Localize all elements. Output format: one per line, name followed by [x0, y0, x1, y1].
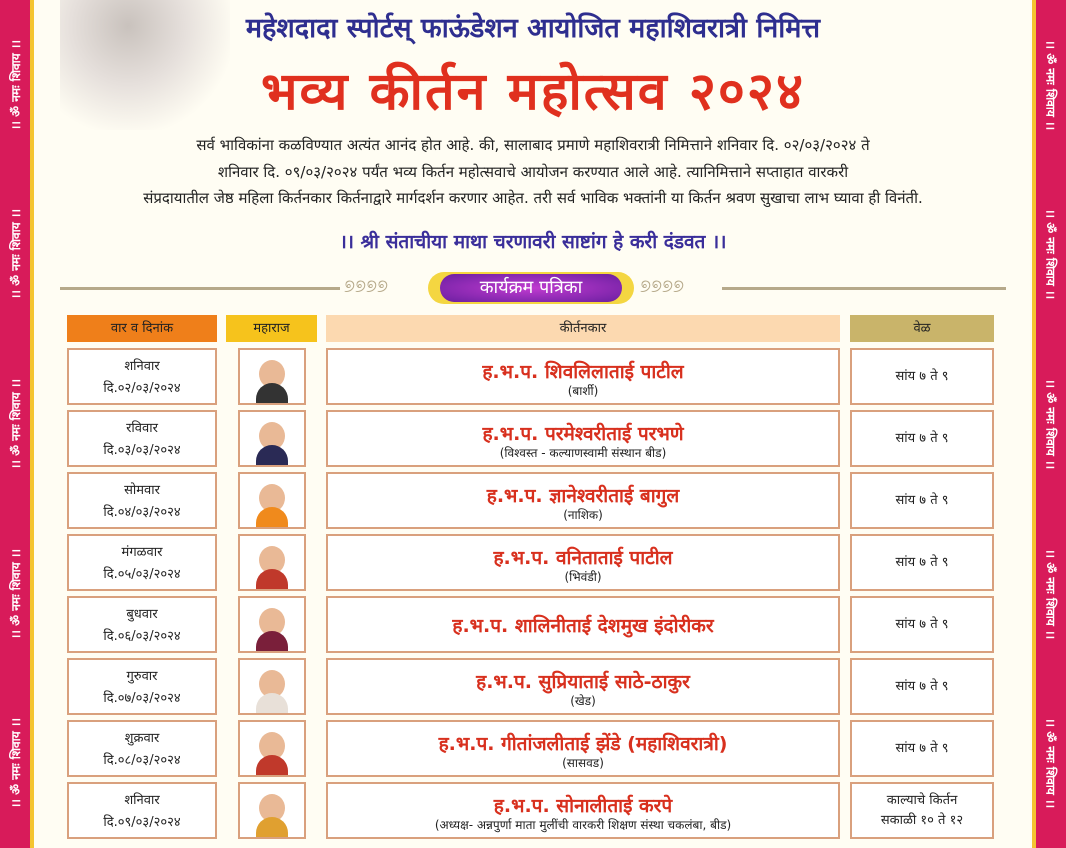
date: दि.०२/०३/२०२४: [103, 381, 181, 396]
strip-text: ।। ॐ नमः शिवाय ।।: [8, 209, 23, 300]
kirtankar-cell: [326, 782, 840, 839]
strip-text: ।। ॐ नमः शिवाय ।।: [8, 39, 23, 130]
strip-text: ।। ॐ नमः शिवाय ।।: [1043, 718, 1058, 809]
left-side-strip: [0, 0, 30, 848]
body: [256, 569, 288, 589]
time: सांय ७ ते ९: [895, 492, 949, 508]
poster-title: भव्य कीर्तन महोत्सव २०२४: [261, 62, 805, 122]
right-side-strip: [1036, 0, 1066, 848]
date: दि.०७/०३/२०२४: [103, 691, 181, 706]
date: दि.०६/०३/२०२४: [103, 629, 181, 644]
kirtankar-photo: [252, 728, 292, 775]
time-cell: [850, 782, 994, 839]
time-cell: [850, 596, 994, 653]
kirtankar-photo: [252, 356, 292, 403]
day-name: शुक्रवार: [124, 731, 160, 746]
photo-cell: [238, 596, 306, 653]
kirtankar-cell: [326, 348, 840, 405]
body: [256, 693, 288, 713]
kirtankar-name: ह.भ.प. परमेश्वरीताई परभणे: [482, 423, 684, 445]
strip-text: ।। ॐ नमः शिवाय ।।: [8, 548, 23, 639]
time: सांय ७ ते ९: [895, 430, 949, 446]
kirtankar-name: ह.भ.प. शालिनीताई देशमुख इंदोरीकर: [452, 615, 714, 637]
body: [256, 383, 288, 403]
kirtankar-name: ह.भ.प. सुप्रियाताई साठे-ठाकुर: [476, 671, 690, 693]
strip-text: ।। ॐ नमः शिवाय ।।: [8, 378, 23, 470]
intro-line: संप्रदायातील जेष्ठ महिला किर्तनकार किर्तनाद्वारे मार्गदर्शन करणार आहेत. तरी सर्व भाविक भक्तांनी या किर्तन श्रवण सुखाचा लाभ घ्यावा ही विनंती.: [143, 189, 923, 207]
kirtankar-place: (भिवंडी): [564, 570, 602, 584]
time-cell: [850, 348, 994, 405]
day-cell: [67, 720, 217, 777]
divider: [60, 287, 340, 290]
scroll-ornament-icon: ୭୭୭୭: [640, 276, 685, 297]
header-time: वेळ: [850, 315, 994, 342]
strip-text: ।। ॐ नमः शिवाय ।।: [1043, 548, 1058, 639]
strip-text: ।। ॐ नमः शिवाय ।।: [1043, 209, 1058, 300]
kirtankar-name: ह.भ.प. शिवलिलाताई पाटील: [482, 361, 684, 383]
kirtankar-cell: [326, 534, 840, 591]
intro-text: [50, 132, 1016, 212]
body: [256, 445, 288, 465]
time-cell: [850, 472, 994, 529]
day-cell: [67, 410, 217, 467]
time: सांय ७ ते ९: [895, 616, 949, 632]
section-title: कार्यक्रम पत्रिका: [440, 274, 622, 302]
time-cell: [850, 658, 994, 715]
kirtankar-place: (सासवड): [562, 756, 604, 770]
time: सांय ७ ते ९: [895, 678, 949, 694]
header-maharaj: महाराज: [226, 315, 317, 342]
date: दि.०८/०३/२०२४: [103, 753, 181, 768]
kirtankar-name: ह.भ.प. सोनालीताई करपे: [493, 795, 673, 817]
strip-text: ।। ॐ नमः शिवाय ।।: [8, 718, 23, 809]
date: दि.०९/०३/२०२४: [103, 815, 181, 830]
day-cell: [67, 348, 217, 405]
day-name: शनिवार: [124, 793, 160, 808]
day-name: गुरुवार: [126, 669, 158, 684]
kirtankar-cell: [326, 658, 840, 715]
motto: ।। श्री संताचीया माथा चरणावरी साष्टांग हे करी दंडवत ।।: [339, 231, 727, 253]
kirtankar-cell: [326, 410, 840, 467]
day-cell: [67, 782, 217, 839]
photo-cell: [238, 472, 306, 529]
header-kirtankar: कीर्तनकार: [326, 315, 840, 342]
time: सांय ७ ते ९: [895, 740, 949, 756]
body: [256, 817, 288, 837]
time-cell: [850, 720, 994, 777]
kirtankar-place: (विश्वस्त - कल्याणस्वामी संस्थान बीड): [499, 446, 667, 460]
date: दि.०३/०३/२०२४: [103, 443, 181, 458]
section-badge: [428, 272, 634, 304]
intro-line: सर्व भाविकांना कळविण्यात अत्यंत आनंद होत आहे. की, सालाबाद प्रमाणे महाशिवरात्री निमित्ताने शनिवार दि. ०२/०३/२०२४ ते: [196, 136, 870, 154]
day-cell: [67, 534, 217, 591]
kirtankar-place: (नाशिक): [563, 508, 603, 522]
scroll-ornament-icon: ୭୭୭୭: [344, 276, 389, 297]
time: सांय ७ ते ९: [895, 368, 949, 384]
kirtankar-name: ह.भ.प. वनिताताई पाटील: [493, 547, 673, 569]
time-cell: [850, 534, 994, 591]
kirtankar-place: (खेड): [570, 694, 596, 708]
divider: [722, 287, 1006, 290]
kirtankar-photo: [252, 542, 292, 589]
kirtankar-cell: [326, 472, 840, 529]
time: सांय ७ ते ९: [895, 554, 949, 570]
photo-cell: [238, 534, 306, 591]
time-cell: [850, 410, 994, 467]
time: काल्याचे किर्तन: [886, 792, 958, 808]
day-name: रविवार: [126, 421, 158, 436]
left-border: [30, 0, 34, 848]
kirtankar-cell: [326, 720, 840, 777]
body: [256, 755, 288, 775]
kirtankar-name: ह.भ.प. गीतांजलीताई झेंडे (महाशिवरात्री): [438, 733, 728, 755]
time-detail: सकाळी १० ते १२: [880, 812, 964, 828]
header-day: वार व दिनांक: [67, 315, 217, 342]
organizer-heading: महेशदादा स्पोर्टस् फाऊंडेशन आयोजित महाशिवरात्री निमित्त: [245, 13, 821, 44]
photo-cell: [238, 410, 306, 467]
strip-text: ।। ॐ नमः शिवाय ।।: [1043, 378, 1058, 470]
day-name: मंगळवार: [121, 545, 163, 560]
kirtankar-place: (अध्यक्ष- अन्नपुर्णा माता मुलींची वारकरी शिक्षण संस्था चकलंबा, बीड): [434, 818, 732, 832]
body: [256, 631, 288, 651]
date: दि.०४/०३/२०२४: [103, 505, 181, 520]
day-cell: [67, 596, 217, 653]
day-name: शनिवार: [124, 359, 160, 374]
day-cell: [67, 658, 217, 715]
day-cell: [67, 472, 217, 529]
kirtankar-photo: [252, 790, 292, 837]
photo-cell: [238, 658, 306, 715]
kirtankar-photo: [252, 604, 292, 651]
kirtankar-photo: [252, 418, 292, 465]
kirtankar-cell: [326, 596, 840, 653]
intro-line: शनिवार दि. ०९/०३/२०२४ पर्यंत भव्य किर्तन महोत्सवाचे आयोजन करण्यात आले आहे. त्यानिमित्ताने सप्ताहात वारकरी: [217, 162, 849, 181]
photo-cell: [238, 720, 306, 777]
date: दि.०५/०३/२०२४: [103, 567, 181, 582]
photo-cell: [238, 782, 306, 839]
day-name: सोमवार: [124, 483, 160, 498]
photo-cell: [238, 348, 306, 405]
kirtankar-name: ह.भ.प. ज्ञानेश्वरीताई बागुल: [486, 485, 680, 507]
day-name: बुधवार: [126, 607, 158, 622]
kirtankar-photo: [252, 480, 292, 527]
kirtankar-place: (बार्शी): [567, 384, 599, 398]
kirtankar-photo: [252, 666, 292, 713]
right-border: [1032, 0, 1036, 848]
body: [256, 507, 288, 527]
strip-text: ।। ॐ नमः शिवाय ।।: [1043, 39, 1058, 130]
